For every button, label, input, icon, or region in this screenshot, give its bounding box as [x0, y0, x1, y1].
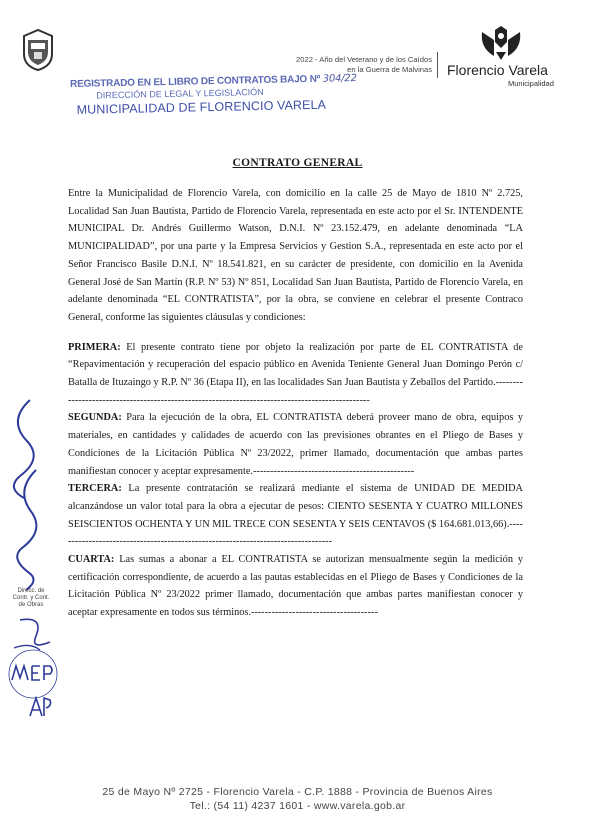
- stamp-line-2: DIRECCIÓN DE LEGAL Y LEGISLACIÓN: [96, 86, 264, 101]
- margin-stamp: [4, 588, 58, 609]
- margin-stamp-line-1: Direcc. de: [17, 588, 45, 594]
- initials-mep: [12, 666, 52, 680]
- clause-cuarta: [68, 551, 523, 622]
- footer-contact: Tel.: (54 11) 4237 1601 - www.varela.gob.ar: [189, 800, 406, 812]
- stamp-line-3: MUNICIPALIDAD DE FLORENCIO VARELA: [76, 97, 327, 117]
- contract-body: [68, 185, 523, 622]
- clause-text: La presente contratación se realizará mediante el sistema de UNIDAD DE MEDIDA alcanzándose un valor total para la obra a ejecutar de pesos: CIENTO SESENTA Y CUATRO MILLONES SEISCIENTOS OCHENTA Y UN MIL TRECE CON SESENTA Y SEIS CENTAVOS ($ 164.681.013,66).---------------------------------------------------------------------------------: [68, 483, 523, 548]
- signature-scribble-1: [14, 400, 34, 498]
- initials-ap: [30, 698, 51, 716]
- signature-scribble-3: [20, 619, 50, 645]
- clause-label: CUARTA:: [68, 554, 115, 566]
- margin-signatures: [0, 380, 62, 740]
- clause-segunda: [68, 409, 523, 480]
- header-motto: [220, 55, 432, 75]
- clause-tercera: [68, 480, 523, 551]
- stamp-line-1-text: REGISTRADO EN EL LIBRO DE CONTRATOS BAJO Nº: [70, 73, 321, 90]
- document-title: CONTRATO GENERAL: [232, 157, 363, 169]
- logo-subtitle: Municipalidad: [508, 79, 554, 88]
- margin-stamp-line-3: de Obras: [18, 602, 44, 608]
- registration-stamp: [70, 72, 357, 117]
- motto-line-1: 2022 - Año del Veterano y de los Caídos: [296, 55, 432, 64]
- clause-primera: [68, 339, 523, 410]
- intro-paragraph: Entre la Municipalidad de Florencio Varela, con domicilio en la calle 25 de Mayo de 1810 Nº 2.725, Localidad San Juan Bautista, Partido de Florencio Varela, representada en este acto por el Sr. INTENDENTE MUNICIPAL Dr. Andrés Guillermo Watson, D.N.I. Nº 23.152.479, en adelante denominada “LA MUNICIPALIDAD”, por una parte y la Empresa Servicios y Gestion S.A., representada en este acto por el Señor Francisco Basile D.N.I. Nº 18.541.821, en su carácter de presidente, con domicilio en la Avenida General José de San Martín (R.P. Nº 53) Nº 851, Localidad San Juan Bautista, Partido de Florencio Varela, en adelante denominada “EL CONTRATISTA”, por la obra, se conviene en celebrar el presente Contraco General, conforme las siguientes cláusulas y condiciones:: [68, 188, 523, 323]
- margin-stamp-line-2: Contr. y Cont.: [12, 595, 50, 601]
- clause-text: El presente contrato tiene por objeto la realización por parte de EL CONTRATISTA de “Repavimentación y recuperación del espacio público en Avenida Teniente General Juan Domingo Perón c/ Batalla de Ituzaingo y R.P. Nº 36 (Etapa II), en las localidades San Juan Bautista y Zeballos del Partido.------------------------------------------------------------------------------------------------: [68, 341, 523, 406]
- signature-scribble-2: [17, 470, 36, 590]
- stamp-number: 304/22: [322, 72, 357, 85]
- crest-icon: [20, 28, 56, 72]
- footer-address: 25 de Mayo Nº 2725 - Florencio Varela - C.P. 1888 - Provincia de Buenos Aires: [102, 786, 493, 798]
- clause-label: TERCERA:: [68, 483, 122, 495]
- logo-name: Florencio Varela: [447, 62, 548, 78]
- motto-line-2: en la Guerra de Malvinas: [347, 65, 432, 74]
- florencio-varela-logo-icon: [478, 26, 524, 62]
- signature-scribble-4: [14, 645, 40, 650]
- clause-label: SEGUNDA:: [68, 412, 122, 424]
- paragraph-gap: [68, 327, 523, 339]
- clause-text: Para la ejecución de la obra, EL CONTRATISTA deberá proveer mano de obra, equipos y materiales, en cantidades y calidades de acuerdo con las previsiones obrantes en el Pliego de Bases y Condiciones de la Licitación Pública Nº 23/2022, primer llamado, documentación que ambas partes manifiestan conocer y aceptar expresamente.-----------------------------------------------: [68, 412, 523, 477]
- logo-divider: [437, 52, 438, 78]
- clause-text: Las sumas a abonar a EL CONTRATISTA se autorizan mensualmente según la medición y certificación correspondiente, de acuerdo a las pautas establecidas en el Pliego de Bases y Condiciones de la Licitación Pública Nº 23/2022 primer llamado, documentación que ambas partes manifiestan conocer y aceptar expresamente en todos sus términos.-------------------------------------: [68, 554, 523, 619]
- clause-label: PRIMERA:: [68, 341, 121, 353]
